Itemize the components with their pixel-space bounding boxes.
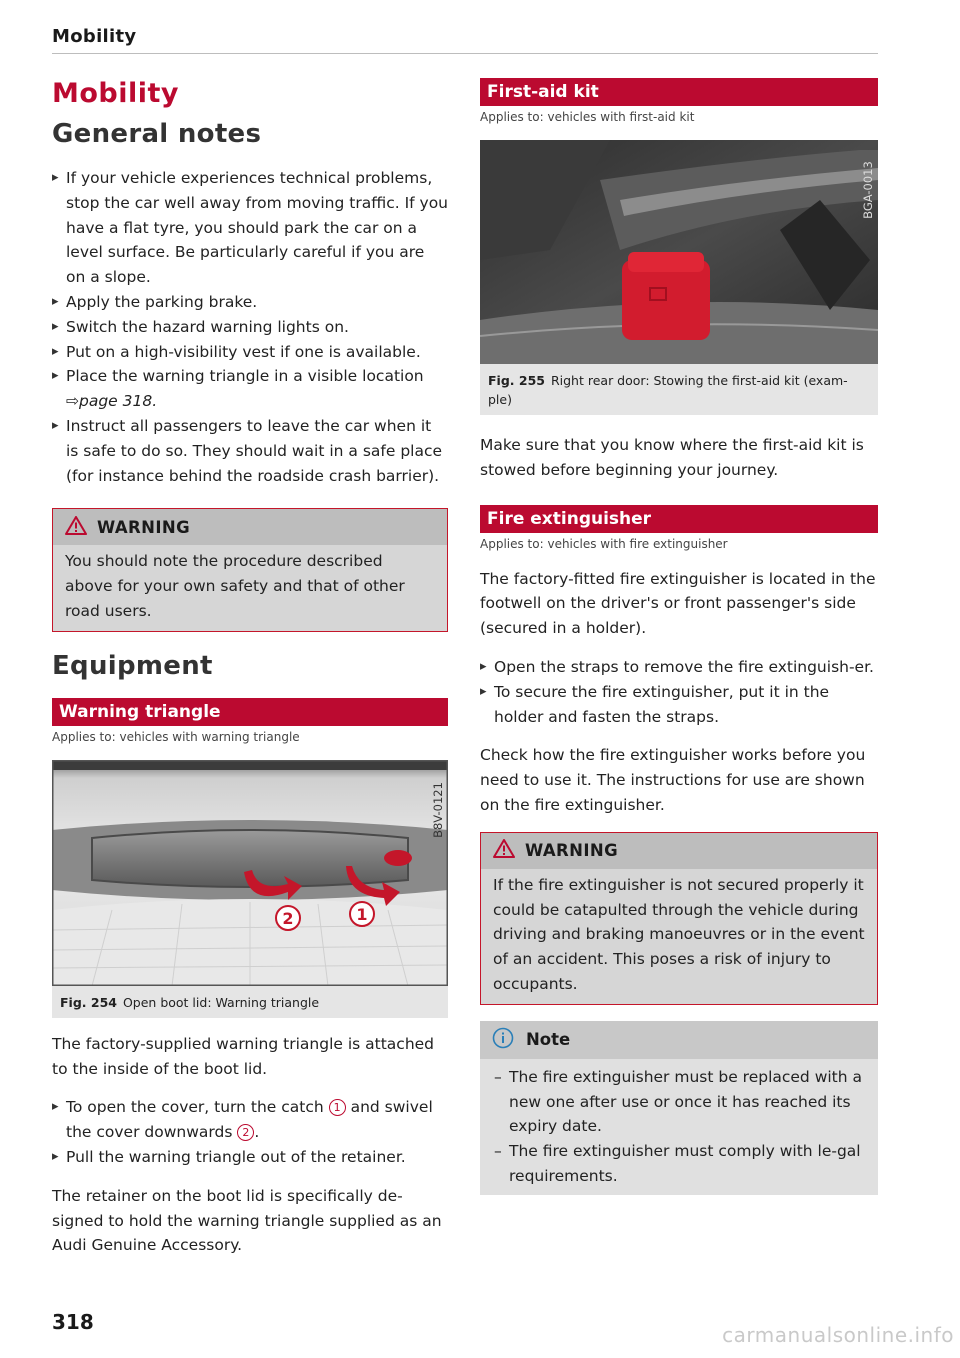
warning-box [480, 832, 878, 1005]
page-number: 318 [52, 1310, 94, 1334]
list-item: ▸ Switch the hazard warning lights on. [52, 315, 448, 340]
list-item-text: . [254, 1123, 260, 1142]
info-icon [492, 1027, 514, 1053]
header-rule [52, 53, 878, 54]
applies-note: Applies to: vehicles with first-aid kit [480, 110, 695, 124]
list-item [52, 1095, 448, 1145]
figure-caption-text: Open boot lid: Warning triangle [122, 994, 320, 1010]
watermark: carmanualsonline.info [722, 1323, 954, 1347]
figure-255-image [480, 140, 878, 364]
subsection-bar-first-aid-kit: First-aid kit [480, 78, 878, 106]
list-item: ▸ Apply the parking brake. [52, 290, 448, 315]
list-item: ▸ Pull the warning triangle out of the retainer. [52, 1145, 448, 1170]
figure-254-caption [52, 986, 448, 1018]
list-item: – The fire extinguisher must be replaced with a new one after use or once it has reached its expiry date. [494, 1065, 864, 1139]
note-label: Note [526, 1030, 571, 1050]
section-title-general-notes: General notes [52, 119, 262, 149]
subsection-bar-warning-triangle: Warning triangle [52, 698, 448, 726]
triangle-steps [52, 1095, 448, 1169]
warning-text: You should note the procedure described above for your own safety and that of other road users. [65, 552, 405, 620]
note-body [480, 1059, 878, 1195]
figure-255 [480, 140, 878, 415]
list-item-text: and swivel the cover downwards [66, 1098, 433, 1142]
warning-text: If the fire extinguisher is not secured properly it could be catapulted through the vehicle during driving and braking manoeuvres or in the event of an accident. This poses a risk of injury to occupants. [493, 875, 865, 993]
list-item [52, 364, 448, 414]
figure-label: Fig. 254 [60, 994, 117, 1010]
chapter-title: Mobility [52, 78, 180, 109]
list-item-text: To open the cover, turn the catch [66, 1098, 324, 1117]
paragraph: The factory-fitted fire extinguisher is located in the footwell on the driver's or front passenger's side (secured in a holder). [480, 569, 876, 638]
warning-header [481, 833, 877, 869]
paragraph: The retainer on the boot lid is specifically de-signed to hold the warning triangle supplied as an Audi Genuine Accessory. [52, 1186, 442, 1255]
figure-label: Fig. 255 [488, 373, 545, 388]
applies-note: Applies to: vehicles with fire extinguisher [480, 536, 728, 551]
callout-ref-2: 2 [237, 1124, 254, 1141]
list-item: ▸ If your vehicle experiences technical problems, stop the car well away from moving traffic. If you have a flat tyre, you should park the car on a level surface. Be particularly careful if you are on a slope. [52, 166, 448, 290]
page-reference-link[interactable]: ⇨page 318. [66, 392, 158, 411]
subsection-bar-fire-extinguisher: Fire extinguisher [480, 505, 878, 533]
left-column [52, 76, 448, 1272]
figure-255-caption [480, 364, 878, 415]
fire-steps [480, 655, 878, 729]
figure-caption-text: Right rear door: Stowing the first-aid kit (exam-ple) [488, 373, 848, 407]
list-item: – The fire extinguisher must comply with le-gal requirements. [494, 1139, 864, 1189]
list-item: ▸ Put on a high-visibility vest if one is available. [52, 340, 448, 365]
warning-triangle-icon [65, 516, 87, 539]
note-header [480, 1021, 878, 1059]
warning-triangle-icon [493, 839, 515, 862]
note-box [480, 1021, 878, 1195]
list-item: ▸ Instruct all passengers to leave the car when it is safe to do so. They should wait in a safe place (for instance behind the roadside crash barrier). [52, 414, 448, 488]
figure-254-image [52, 760, 448, 986]
callout-2: 2 [282, 908, 294, 928]
callout-ref-1: 1 [329, 1099, 346, 1116]
note-list [494, 1065, 864, 1189]
list-item: ▸ Open the straps to remove the fire extinguish-er. [480, 655, 878, 680]
warning-header [53, 509, 447, 545]
list-item-text: Place the warning triangle in a visible location [66, 367, 424, 386]
general-notes-steps [52, 166, 448, 488]
figure-254 [52, 760, 448, 1018]
applies-note: Applies to: vehicles with warning triangle [52, 729, 300, 744]
callout-1: 1 [356, 904, 368, 924]
running-head: Mobility [52, 26, 137, 47]
paragraph: Check how the fire extinguisher works before you need to use it. The instructions for use are shown on the fire extinguisher. [480, 746, 866, 814]
paragraph: Make sure that you know where the first-aid kit is stowed before beginning your journey. [480, 436, 864, 479]
list-item: ▸ To secure the fire extinguisher, put it in the holder and fasten the straps. [480, 680, 878, 730]
right-column [480, 78, 878, 1195]
figure-code: B8V-0121 [431, 781, 445, 838]
figure-code: BGA-0013 [861, 161, 875, 219]
warning-label: WARNING [525, 841, 619, 861]
warning-box [52, 508, 448, 631]
section-title-equipment: Equipment [52, 650, 213, 681]
paragraph: The factory-supplied warning triangle is attached to the inside of the boot lid. [52, 1034, 435, 1078]
warning-label: WARNING [97, 517, 191, 537]
